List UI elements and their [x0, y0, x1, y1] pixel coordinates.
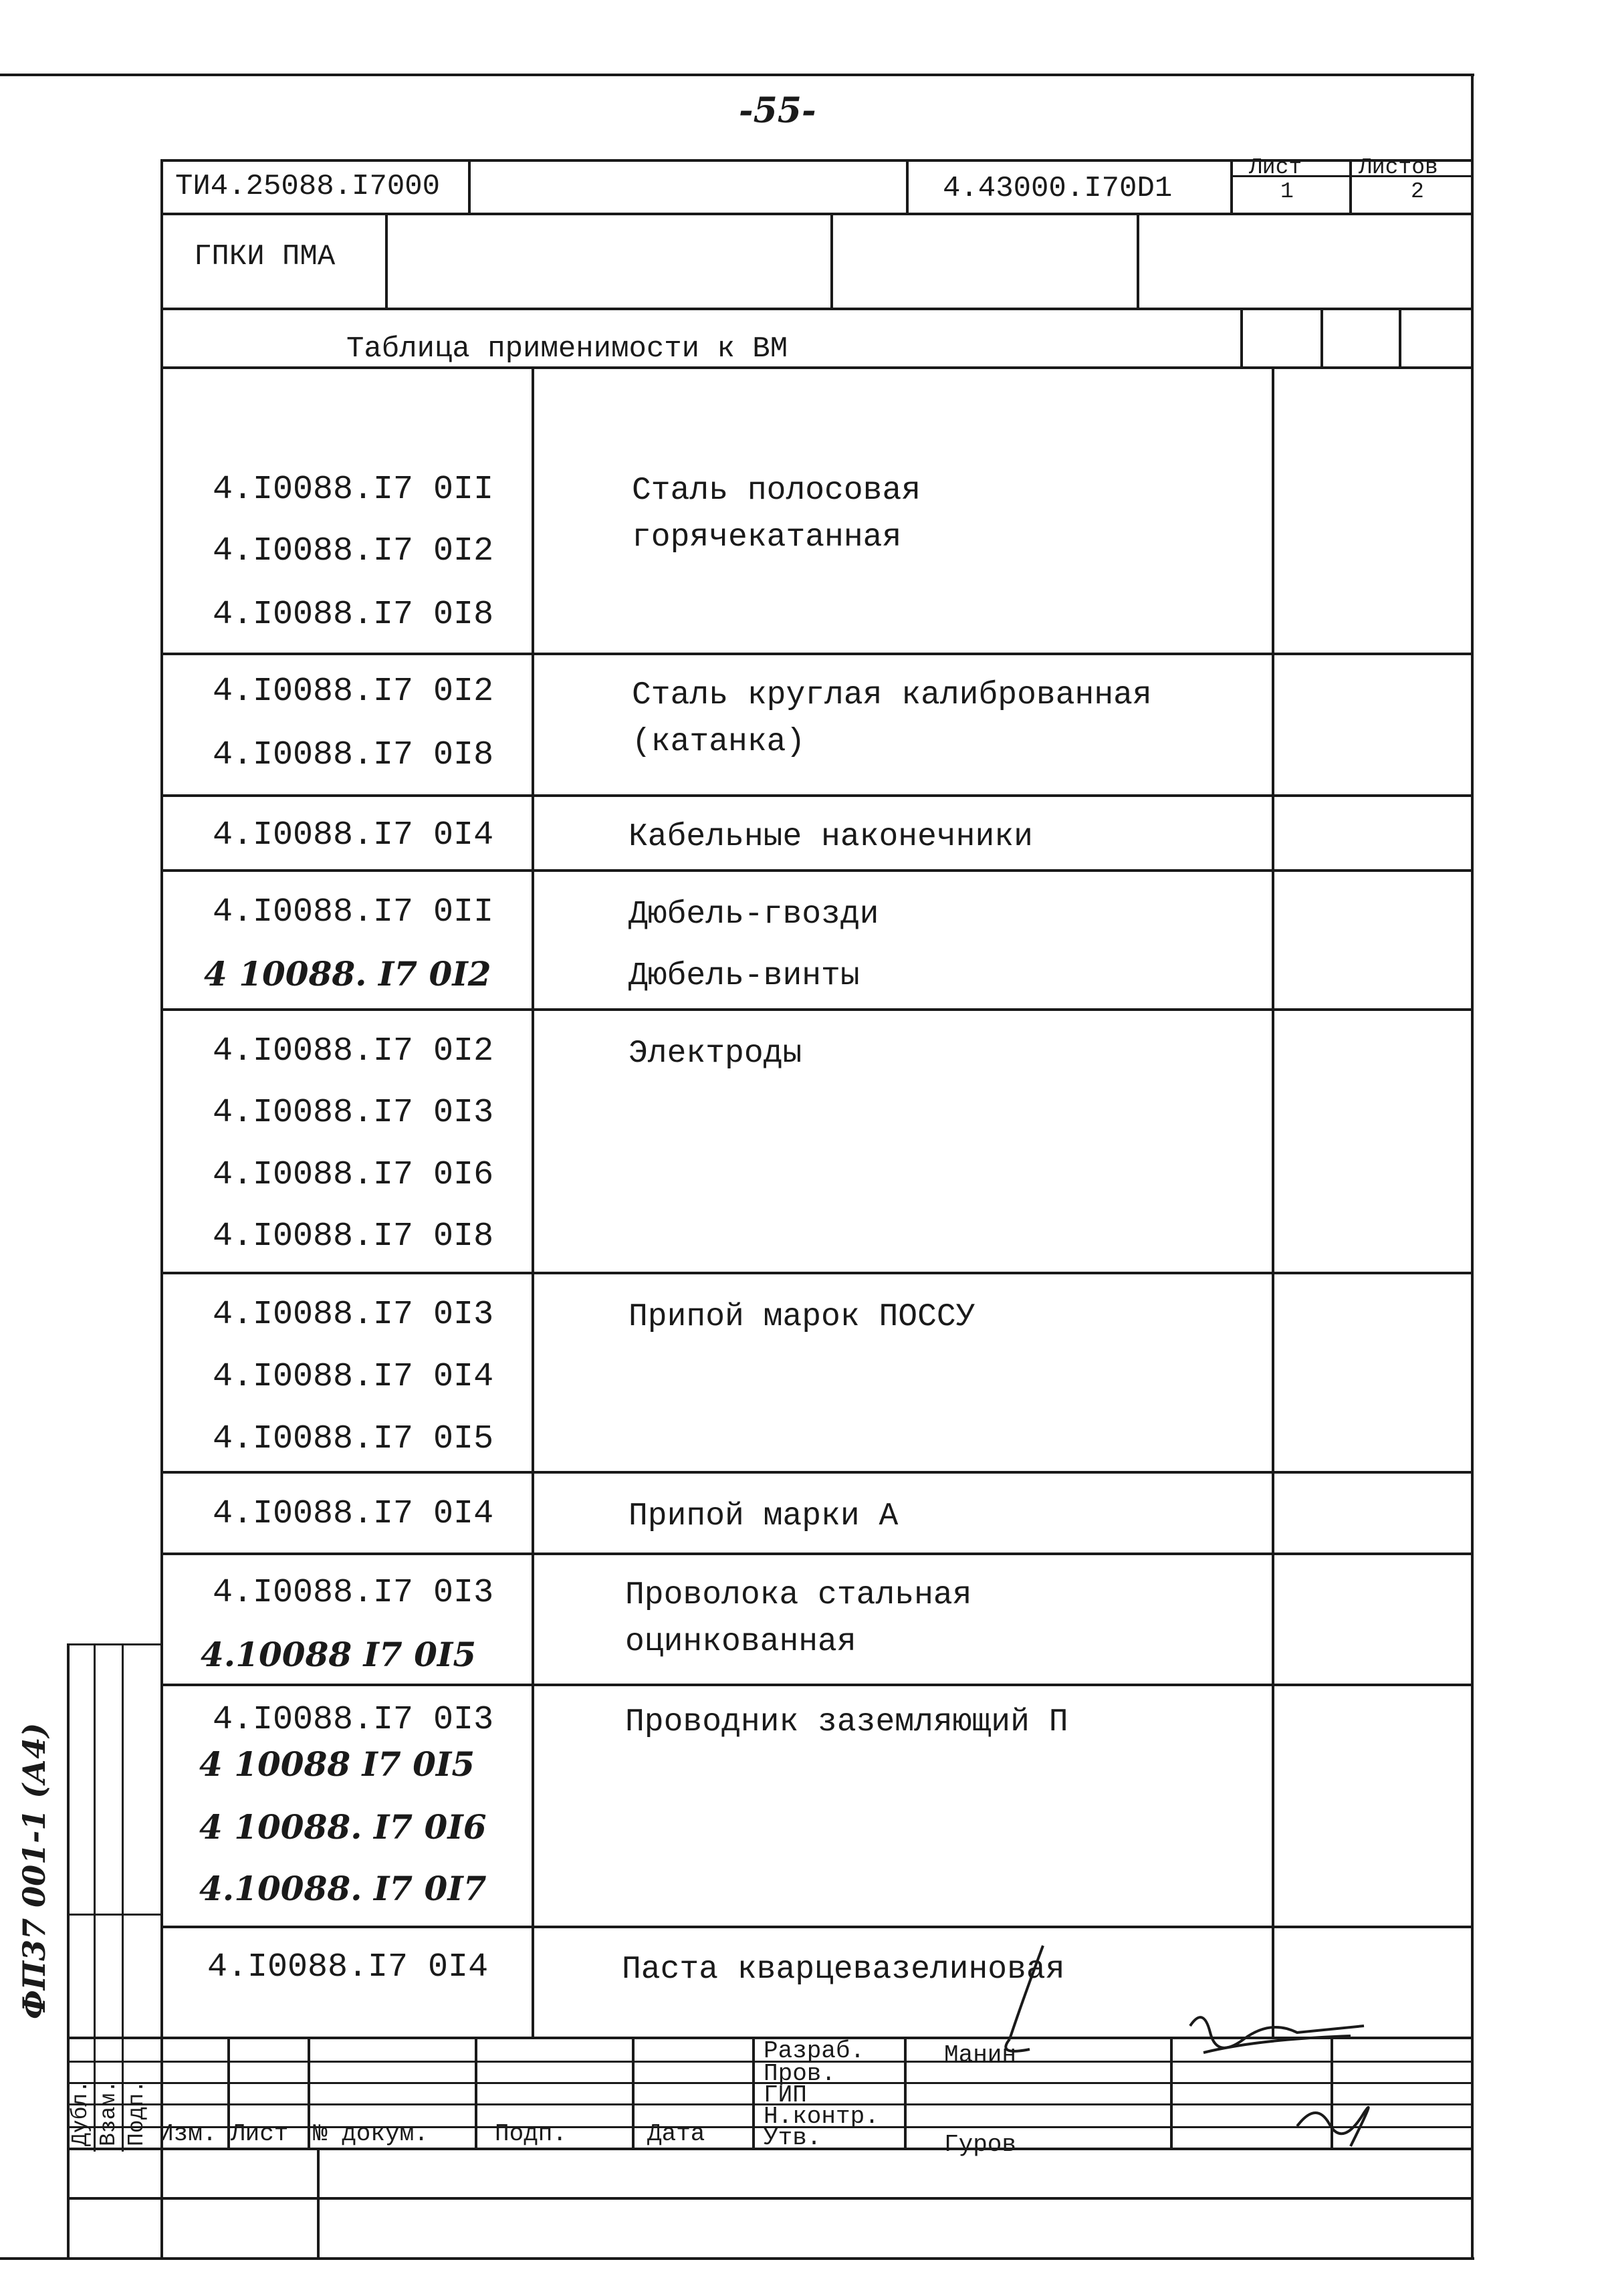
- table-title: Таблица применимости к ВМ: [346, 332, 788, 366]
- row3-code-1: 4.I0088.I7 0I4: [213, 816, 494, 854]
- strip-label-vzam: Взам.: [96, 2079, 121, 2146]
- role-checker: Пров.: [764, 2060, 836, 2087]
- stamp-line-6: [67, 2197, 1472, 2200]
- developer-name: Манин: [944, 2041, 1017, 2069]
- frame-bottom-line: [0, 2257, 1474, 2260]
- stamp-v-5: [752, 2037, 755, 2150]
- row7-code-1: 4.I0088.I7 0I4: [213, 1495, 494, 1533]
- stamp-v-1: [227, 2037, 230, 2150]
- row9-desc-1: Проводник заземляющий П: [625, 1704, 1068, 1740]
- strip-label-dubl: Дубл.: [68, 2079, 93, 2146]
- row-sep-4: [160, 1008, 1472, 1011]
- row4-code-2: 4 10088. I7 0I2: [204, 954, 491, 994]
- sheets-value: 2: [1411, 179, 1424, 204]
- row8-desc-1: Проволока стальная: [625, 1577, 972, 1613]
- role-approver: Утв.: [764, 2124, 822, 2152]
- strip-line-1: [67, 1643, 70, 2259]
- row4-desc-1: Дюбель-гвозди: [628, 897, 879, 933]
- strip-line-2: [94, 1643, 96, 2152]
- doc-code: ТИ4.25088.I7000: [175, 170, 441, 203]
- col-change: Изм.: [159, 2120, 217, 2148]
- strip-label-podp: Подп.: [124, 2079, 149, 2146]
- stamp-v-4: [632, 2037, 635, 2150]
- row7-desc-1: Припой марки А: [628, 1498, 899, 1534]
- row6-code-1: 4.I0088.I7 0I3: [213, 1296, 494, 1334]
- strip-line-3: [122, 1643, 124, 2152]
- row4-code-1: 4.I0088.I7 0II: [213, 893, 494, 931]
- col-divider-2: [1272, 366, 1274, 2038]
- hdr-div-8: [1240, 308, 1243, 368]
- hdr-div-3: [1230, 159, 1233, 214]
- row-sep-7: [160, 1553, 1472, 1555]
- hdr-div-10: [1399, 308, 1401, 368]
- row10-desc-1: Паста кварцевазелиновая: [622, 1952, 1065, 1988]
- sheets-label: Листов: [1359, 155, 1438, 180]
- row4-desc-2: Дюбель-винты: [628, 958, 860, 994]
- role-developer: Разраб.: [764, 2037, 865, 2065]
- row2-desc-1: Сталь круглая калиброванная: [632, 677, 1152, 713]
- hdr-div-7: [1137, 213, 1139, 309]
- row9-code-4: 4.10088. I7 0I7: [199, 1869, 487, 1908]
- row6-code-2: 4.I0088.I7 0I4: [213, 1358, 494, 1396]
- role-norm-control: Н.контр.: [764, 2103, 879, 2130]
- col-divider-1: [532, 366, 534, 2038]
- hdr-div-4: [1349, 159, 1352, 214]
- row-sep-8: [160, 1684, 1472, 1686]
- row-sep-6: [160, 1471, 1472, 1474]
- row1-code-2: 4.I0088.I7 0I2: [213, 532, 494, 570]
- row5-code-4: 4.I0088.I7 0I8: [213, 1218, 494, 1256]
- row6-code-3: 4.I0088.I7 0I5: [213, 1420, 494, 1458]
- col-signature: Подп.: [495, 2120, 568, 2148]
- org-name: ГПКИ ПМА: [194, 240, 336, 273]
- stamp-v-6: [904, 2037, 907, 2150]
- row-sep-2: [160, 794, 1472, 797]
- row2-desc-2: (катанка): [632, 724, 806, 760]
- row9-code-2: 4 10088 I7 0I5: [199, 1744, 475, 1784]
- row9-code-1: 4.I0088.I7 0I3: [213, 1701, 494, 1739]
- row1-desc-1: Сталь полосовая: [632, 473, 921, 509]
- approver-name: Гуров: [944, 2131, 1017, 2158]
- hdr-div-9: [1320, 308, 1323, 368]
- frame-right-line: [1471, 74, 1474, 2260]
- row1-code-1: 4.I0088.I7 0II: [213, 471, 494, 509]
- row10-code-1: 4.I0088.I7 0I4: [207, 1948, 489, 1986]
- stamp-v-9: [317, 2148, 320, 2259]
- row6-desc-1: Припой марок ПОССУ: [628, 1299, 975, 1335]
- row-sep-1: [160, 653, 1472, 655]
- row-sep-5: [160, 1272, 1472, 1274]
- row5-code-1: 4.I0088.I7 0I2: [213, 1032, 494, 1070]
- row9-code-3: 4 10088. I7 0I6: [199, 1807, 487, 1847]
- row8-code-2: 4.10088 I7 0I5: [201, 1635, 477, 1674]
- form-code: ФП37 001-1 (А4): [16, 1722, 52, 2019]
- role-chief-engineer: ГИП: [764, 2081, 807, 2109]
- stamp-v-3: [475, 2037, 477, 2150]
- col-date: Дата: [647, 2120, 705, 2148]
- row5-code-2: 4.I0088.I7 0I3: [213, 1094, 494, 1132]
- row2-code-1: 4.I0088.I7 0I2: [213, 673, 494, 711]
- strip-mid-line: [67, 1914, 162, 1916]
- sheet-value: 1: [1280, 179, 1294, 204]
- header-line-4: [160, 366, 1472, 369]
- signature-strokes: [923, 1926, 1391, 2166]
- row8-code-1: 4.I0088.I7 0I3: [213, 1574, 494, 1612]
- row-sep-3: [160, 869, 1472, 872]
- strip-top-line: [67, 1643, 162, 1645]
- page-number: -55-: [739, 90, 816, 131]
- row3-desc-1: Кабельные наконечники: [628, 819, 1033, 855]
- row1-code-3: 4.I0088.I7 0I8: [213, 596, 494, 634]
- stamp-v-2: [308, 2037, 310, 2150]
- row5-code-3: 4.I0088.I7 0I6: [213, 1156, 494, 1194]
- row5-desc-1: Электроды: [628, 1036, 802, 1072]
- row2-code-2: 4.I0088.I7 0I8: [213, 736, 494, 774]
- row8-desc-2: оцинкованная: [625, 1624, 856, 1660]
- table-left-line: [160, 159, 163, 2259]
- col-doc-number: № докум.: [313, 2120, 429, 2148]
- hdr-div-5: [385, 213, 388, 309]
- header-line-3: [160, 308, 1472, 310]
- hdr-div-6: [830, 213, 833, 309]
- hdr-div-1: [468, 159, 471, 214]
- frame-top-line: [0, 74, 1474, 76]
- col-sheet: Лист: [231, 2120, 289, 2148]
- row1-desc-2: горячекатанная: [632, 520, 902, 556]
- sheet-label: Лист: [1249, 155, 1302, 180]
- hdr-div-2: [906, 159, 909, 214]
- ref-code: 4.43000.I70D1: [943, 172, 1173, 205]
- header-line-2: [160, 213, 1472, 215]
